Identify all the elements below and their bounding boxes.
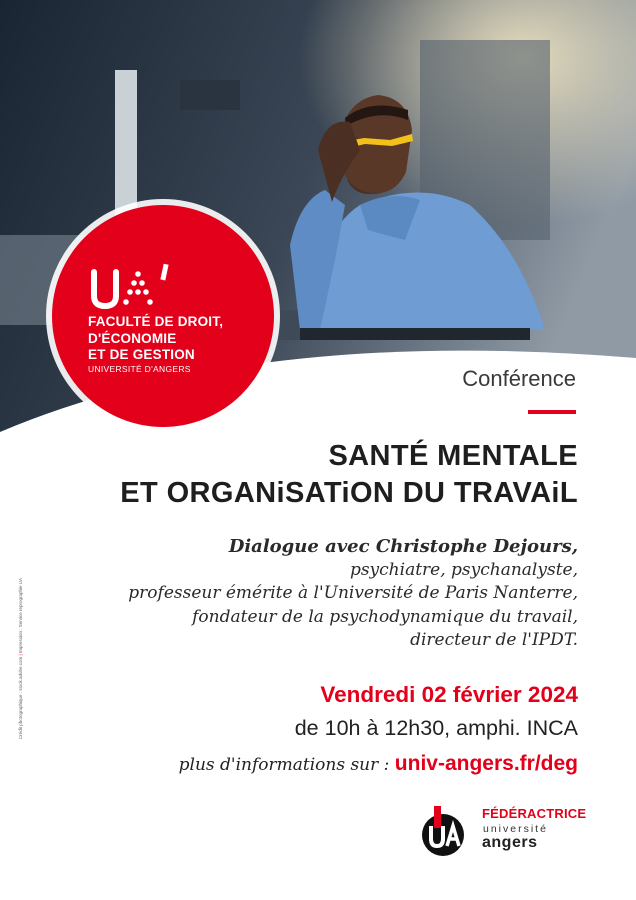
faculty-name-line-3: ET DE GESTION <box>88 347 195 362</box>
speaker-role-4: directeur de l'IPDT. <box>410 630 578 650</box>
faculty-university: UNIVERSITÉ D'ANGERS <box>88 364 191 374</box>
event-date: Vendredi 02 février 2024 <box>320 682 578 707</box>
faculty-name-line-1: FACULTÉ DE DROIT, <box>88 314 224 329</box>
federatrice-badge-icon <box>418 806 472 856</box>
ua-logo-icon <box>90 262 182 310</box>
credit-print: Impression : Service reprographie UA <box>18 578 23 654</box>
federatrice-city: angers <box>482 834 538 851</box>
speaker-role-1: psychiatre, psychanalyste, <box>349 559 578 580</box>
event-type: Conférence <box>462 366 576 391</box>
info-link[interactable]: univ-angers.fr/deg <box>394 752 578 775</box>
credit-separator: | <box>18 654 23 656</box>
federatrice-university: université <box>483 823 548 835</box>
event-time-place: de 10h à 12h30, amphi. INCA <box>294 716 578 740</box>
speaker-description <box>128 535 578 653</box>
federatrice-label: FÉDÉRACTRICE <box>482 806 587 821</box>
credit-photo: Crédit photographique : stock.adobe.com <box>18 656 23 740</box>
speaker-lead: Dialogue avec Christophe Dejours, <box>228 536 578 557</box>
faculty-name-line-2: D'ÉCONOMIE <box>88 331 177 346</box>
info-line <box>179 752 578 776</box>
event-title <box>120 438 578 512</box>
accent-divider <box>528 410 576 414</box>
event-title-line-2: ET ORGANiSATiON DU TRAVAiL <box>120 477 578 509</box>
speaker-role-3: fondateur de la psychodynamique du travail, <box>192 606 578 627</box>
event-title-line-1: SANTÉ MENTALE <box>328 440 578 472</box>
photo-credit <box>18 578 23 739</box>
speaker-role-2: professeur émérite à l'Université de Paris Nanterre, <box>128 583 578 603</box>
info-prefix: plus d'informations sur : <box>178 755 395 775</box>
